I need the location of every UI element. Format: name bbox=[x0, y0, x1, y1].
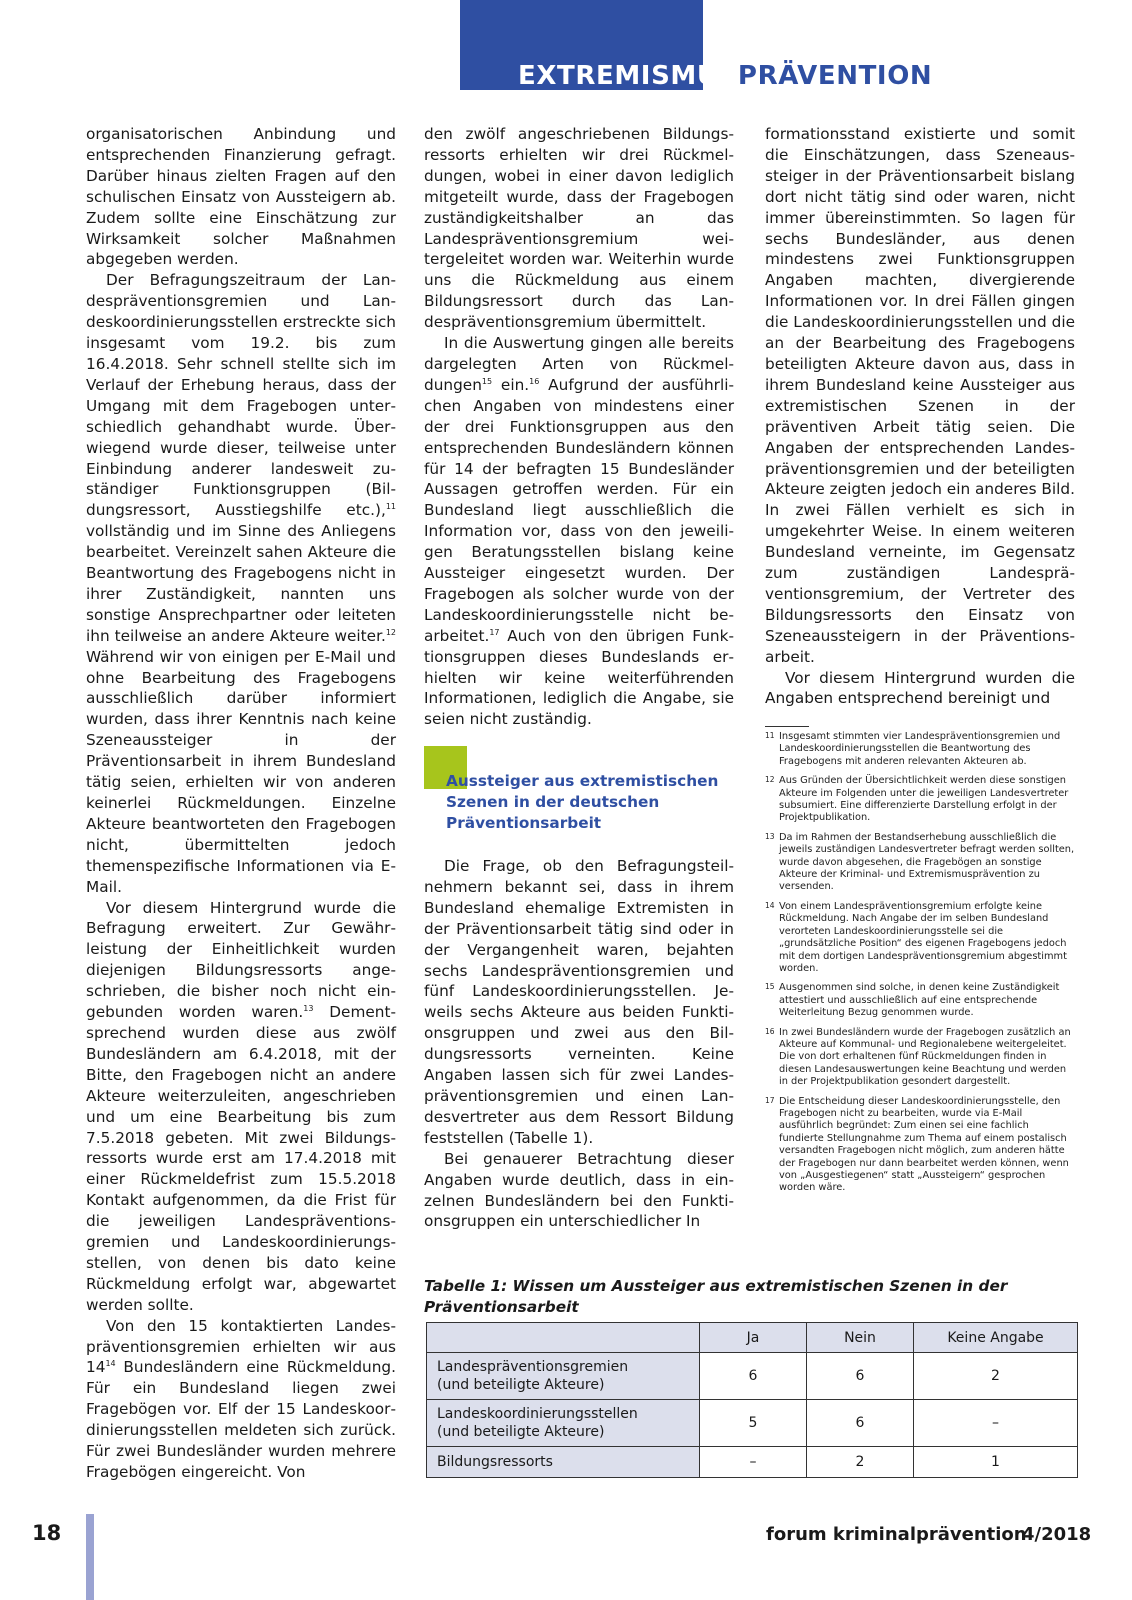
table-row bbox=[427, 1400, 1078, 1447]
footnote-ref[interactable]: 14 bbox=[105, 1359, 116, 1369]
footer-accent-bar bbox=[86, 1514, 94, 1600]
table-row bbox=[427, 1447, 1078, 1478]
table-header-cell: Ja bbox=[700, 1323, 807, 1353]
table-cell: 2 bbox=[914, 1353, 1078, 1400]
paragraph: In die Auswertung gingen alle bereits dargelegten Arten von Rückmeldungen$^{15}$ ein.$^{16}$ Aufgrund der ausführlichen Angaben von mindestens einer der drei Funktionsgruppen aus den entsprechenden Bundesländern können für 14 der befragten 15 Bundesländer Aussagen getroffen werden. Für ein Bundesland liegt ausschließlich die Information vor, dass von den jeweiligen Beratungsstellen bislang keine Aussteiger eingesetzt wurden. Der Fragebogen als solcher wurde von der Landeskoordinierungsstelle nicht bearbeitet.$^{17}$ Auch von den übrigen Funktionsgruppen dieses Bundeslands erhielten wir keine weiterführenden Informationen, lediglich die Angabe, sie seien nicht zuständig. bbox=[424, 334, 734, 729]
paragraph: Von den 15 kontaktierten Landespräventionsgremien erhielten wir aus $14^{14}$ Bundesländern eine Rückmeldung. Für ein Bundesland liegen zwei Fragebögen vor. Elf der 15 Landeskoordinierungsstellen meldeten sich zurück. Für zwei Bundesländer wurden mehrere Fragebögen eingereicht. Von bbox=[86, 1316, 396, 1481]
table-cell: 1 bbox=[914, 1447, 1078, 1478]
data-table bbox=[426, 1322, 1078, 1478]
footnote: 17 Die Entscheidung dieser Landeskoordinierungsstelle, den Fragebogen nicht zu bearbeiten, wurde via E-Mail ausführlich begründet: Zum einen sei eine fachlich fundierte Stellungnahme zum Thema auf einem postalisch versandten Fragebogen nicht möglich, zum anderen hätte der Fragebogen nur dann bearbeitet werden können, wenn von „Ausgestiegenen“ statt „Aussteigern“ gesprochen worden wäre. bbox=[765, 1095, 1069, 1194]
table-cell: 6 bbox=[807, 1353, 914, 1400]
footnote-ref[interactable]: 15 bbox=[481, 376, 493, 386]
footnote-ref[interactable]: 17 bbox=[489, 627, 500, 637]
table-header-cell: Nein bbox=[807, 1323, 914, 1353]
table-row-label: Landeskoordinierungsstellen (und beteiligte Akteure) bbox=[427, 1400, 700, 1447]
paragraph: Die Frage, ob den Befragungsteilnehmern bekannt sei, dass in ihrem Bundesland ehemalige Extremisten in der Präventionsarbeit tätig sind oder in der Vergangenheit waren, bejahten sechs Landespräventionsgremien und fünf Landeskoordinierungsstellen. Jeweils sechs Akteure aus beiden Funktionsgruppen und zwei aus den Bildungsressorts verneinten. Keine Angaben lassen sich für zwei Landespräventionsgremien und einen Landesvertreter aus dem Ressort Bildung feststellen (Tabelle 1). bbox=[424, 857, 734, 1147]
footnote-ref[interactable]: 13 bbox=[303, 1003, 314, 1013]
paragraph: Bei genauerer Betrachtung dieser Angaben wurde deutlich, dass in einzelnen Bundesländern bei den Funktionsgruppen ein unterschiedlicher In bbox=[424, 1149, 734, 1231]
table-cell: 2 bbox=[807, 1447, 914, 1478]
paragraph: den zwölf angeschriebenen Bildungsressorts erhielten wir drei Rückmeldungen, wobei in einer davon lediglich mitgeteilt wurde, dass der Fragebogen zuständigkeitshalber an das Landespräventionsgremium weitergeleitet worden war. Weiterhin wurde uns die Rückmeldung aus einem Bildungsressort durch das Landespräventionsgremium übermittelt. bbox=[424, 125, 734, 332]
table-header-cell: Keine Angabe bbox=[914, 1323, 1078, 1353]
paragraph: formationsstand existierte und somit die Einschätzungen, dass Szeneaussteiger in der Präventionsarbeit bislang dort nicht tätig sind oder waren, nicht immer übereinstimmten. So lagen für sechs Bundesländer, aus denen mindestens zwei Funktionsgruppen Angaben machten, divergierende Informationen vor. In drei Fällen gingen die Landeskoordinierungsstellen und die an der Bearbeitung des Fragebogens beteiligten Akteure davon aus, dass in ihrem Bundesland keine Aussteiger aus extremistischen Szenen in der präventiven Arbeit tätig seien. Die Angaben der entsprechenden Landespräventionsgremien und der beteiligten Akteure zeigten jedoch ein anderes Bild. In zwei Fällen verhielt es sich in umgekehrter Weise. In einem weiteren Bundesland verneinte, im Gegensatz zum zuständigen Landespräventionsgremium, der Vertreter des Bildungsressorts den Einsatz von Szeneaussteigern in der Präventionsarbeit. bbox=[765, 125, 1075, 666]
footnote: 16 In zwei Bundesländern wurde der Fragebogen zusätzlich an Akteure auf Kommunal- und Regionalebene weitergeleitet. Die von dort erhaltenen fünf Rückmeldungen finden in diesen Landesauswertungen keine Beachtung und werden in der Projektpublikation gesondert dargestellt. bbox=[765, 1026, 1071, 1088]
table-cell: 6 bbox=[807, 1400, 914, 1447]
paragraph: Vor diesem Hintergrund wurde die Befragung erweitert. Zur Gewährleistung der Einheitlichkeit wurden diejenigen Bildungsressorts angeschrieben, die bisher noch nicht eingebunden worden waren.$^{13}$ Dementsprechend wurden diese aus zwölf Bundesländern am 6.4.2018, mit der Bitte, den Fragebogen nicht an andere Akteure weiterzuleiten, angeschrieben und um eine Bearbeitung bis zum 7.5.2018 gebeten. Mit zwei Bildungsressorts wurde erst am 17.4.2018 mit einer Rückmeldefrist zum 15.5.2018 Kontakt aufgenommen, da die Frist für die jeweiligen Landespräventionsgremien und Landeskoordinierungsstellen, von denen bis dato keine Rückmeldung erfolgt war, abgewartet werden sollte. bbox=[86, 898, 396, 1314]
footnote-ref[interactable]: 12 bbox=[385, 627, 396, 637]
footnotes bbox=[765, 731, 1075, 1202]
footnote-divider bbox=[765, 726, 809, 727]
table-header-row bbox=[427, 1323, 1078, 1353]
table-header-cell bbox=[427, 1323, 700, 1353]
text-column-3 bbox=[765, 124, 1075, 709]
magazine-title: forum kriminalprävention bbox=[766, 1524, 1027, 1545]
table-row-label: Landespräventionsgremien (und beteiligte Akteure) bbox=[427, 1353, 700, 1400]
table-row-label: Bildungsressorts bbox=[427, 1447, 700, 1478]
table-row bbox=[427, 1353, 1078, 1400]
footnote-ref[interactable]: 16 bbox=[529, 376, 540, 386]
text-column-2 bbox=[424, 124, 734, 730]
section-heading: Aussteiger aus extremistischen Szenen in der deutschen Präventionsarbeit bbox=[446, 772, 719, 832]
footnote: 11 Insgesamt stimmten vier Landespräventionsgremien und Landeskoordinierungsstellen die Beantwortung des Fragebogens mit anderen relevanten Akteuren ab. bbox=[765, 731, 1061, 767]
footnote: 15 Ausgenommen sind solche, in denen keine Zuständigkeit attestiert und ausschließlich auf eine entsprechende Weiterleitung Bezug genommen wurde. bbox=[765, 982, 1060, 1019]
footnote: 14 Von einem Landespräventionsgremium erfolgte keine Rückmeldung. Nach Angabe der im selben Bundesland verorteten Landeskoordinierungsstelle sei die „grundsätzliche Position“ des eigenen Fragebogens jedoch mit dem dortigen Landespräventionsgremium abgestimmt worden. bbox=[765, 900, 1067, 974]
paragraph: Der Befragungszeitraum der Landespräventionsgremien und Landeskoordinierungsstellen erstreckte sich insgesamt vom 19.2. bis zum 16.4.2018. Sehr schnell stellte sich im Verlauf der Erhebung heraus, dass der Umgang mit dem Fragebogen unterschiedlich gehandhabt wurde. Überwiegend wurde dieser, teilweise unter Einbindung anderer landesweit zuständiger Funktionsgruppen (Bildungsressort, Ausstiegshilfe etc.),$^{11}$ vollständig und im Sinne des Anliegens bearbeitet. Vereinzelt sahen Akteure die Beantwortung des Fragebogens nicht in ihrer Zuständigkeit, nannten uns sonstige Ansprechpartner oder leiteten ihn teilweise an andere Akteure weiter.$^{12}$ Während wir von einigen per E-Mail und ohne Bearbeitung des Fragebogens ausschließlich darüber informiert wurden, dass ihrer Kenntnis nach keine Szeneaussteiger in der Präventionsarbeit in ihrem Bundesland tätig seien, erhielten wir von anderen keinerlei Rückmeldungen. Einzelne Akteure beantworteten den Fragebogen nicht, übermittelten jedoch themenspezifische Informationen via E-Mail. bbox=[86, 271, 396, 896]
table-cell: 6 bbox=[700, 1353, 807, 1400]
section-title: EXTREMISMUSPRÄVENTION bbox=[518, 61, 933, 91]
footnote: 13 Da im Rahmen der Bestandserhebung ausschließlich die jeweils zuständigen Landesvertreter befragt werden sollten, wurde davon abgesehen, die Fragebögen an sonstige Akteure der Kriminal- und Extremismusprävention zu versenden. bbox=[765, 831, 1075, 893]
text-column-1 bbox=[86, 124, 396, 1483]
paragraph: Vor diesem Hintergrund wurden die Angaben entsprechend bereinigt und bbox=[765, 668, 1075, 708]
page-number: 18 bbox=[32, 1521, 62, 1545]
issue-number: 4/2018 bbox=[1022, 1524, 1092, 1545]
table-cell: – bbox=[700, 1447, 807, 1478]
table-cell: – bbox=[914, 1400, 1078, 1447]
table-caption: Tabelle 1: Wissen um Aussteiger aus extremistischen Szenen in der Präventionsarbeit bbox=[424, 1277, 1008, 1316]
table-cell: 5 bbox=[700, 1400, 807, 1447]
footnote-ref[interactable]: 11 bbox=[385, 502, 396, 512]
text-column-2-lower bbox=[424, 856, 734, 1232]
footnote: 12 Aus Gründen der Übersichtlichkeit werden diese sonstigen Akteure im Folgenden unter die jeweiligen Landesvertreter subsumiert. Eine differenzierte Darstellung erfolgt in der Projektpublikation. bbox=[765, 775, 1069, 824]
paragraph: organisatorischen Anbindung und entsprechenden Finanzierung gefragt. Darüber hinaus zielten Fragen auf den schulischen Einsatz von Aussteigern ab. Zudem sollte eine Einschätzung zur Wirksamkeit solcher Maßnahmen abgegeben werden. bbox=[86, 125, 396, 269]
